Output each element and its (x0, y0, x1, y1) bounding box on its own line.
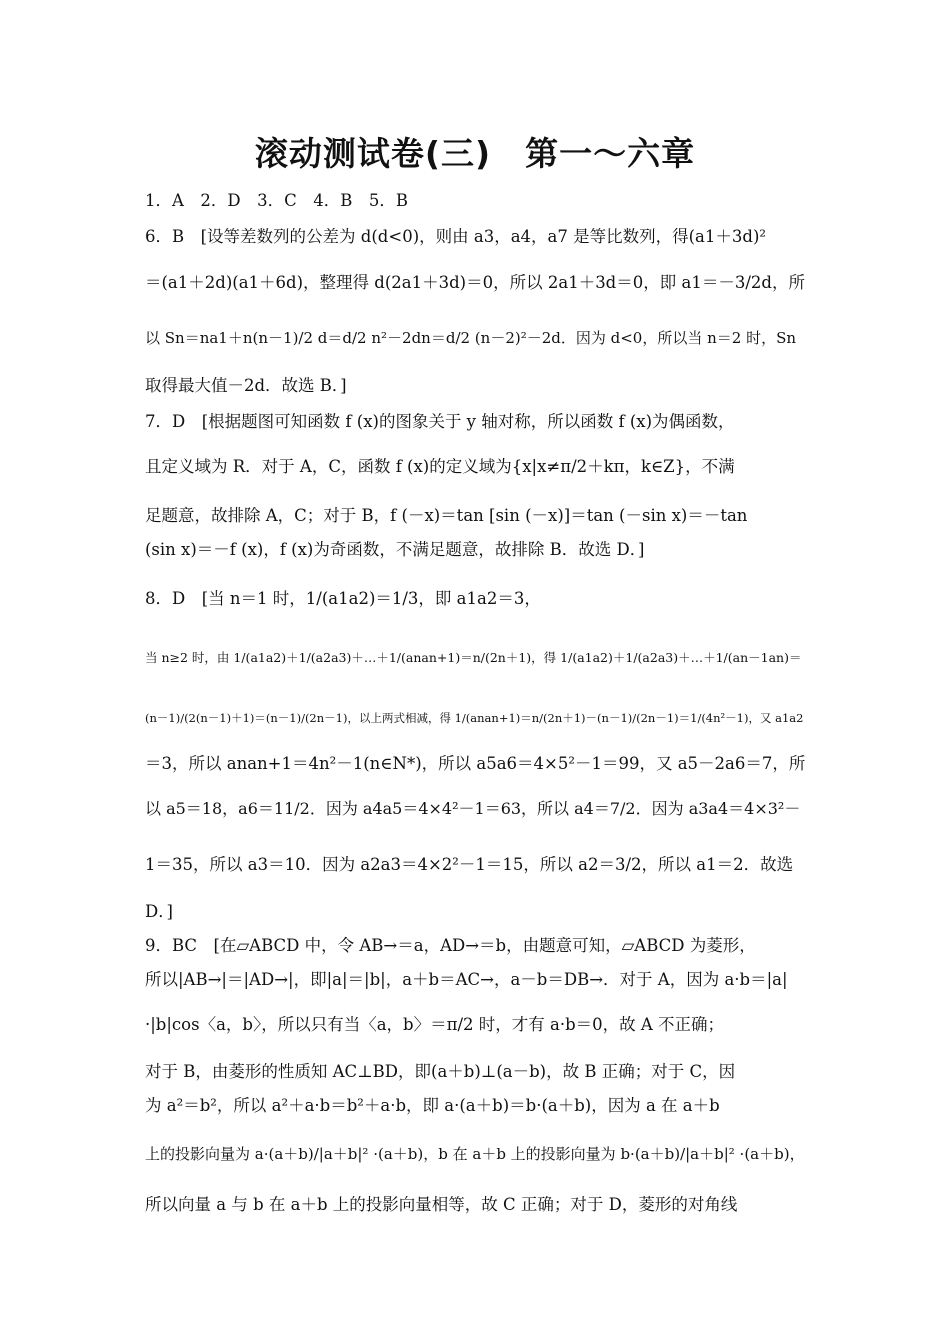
solution-9-line-4: 对于 B，由菱形的性质知 AC⊥BD，即(a＋b)⊥(a－b)，故 B 正确；对于 C，因 (145, 1062, 736, 1081)
solution-8-line-3: (n－1)/(2(n－1)＋1)＝(n－1)/(2n－1)，以上两式相减，得 1/(anan+1)＝n/(2n＋1)－(n－1)/(2n－1)＝1/(4n²－1)，又 a1a2 (145, 711, 804, 725)
solution-7-line-4: (sin x)＝－f (x)，f (x)为奇函数，不满足题意，故排除 B．故选 D．] (145, 540, 645, 559)
solution-9-line-3: ·|b|cos〈a，b〉，所以只有当〈a，b〉＝π/2 时，才有 a·b＝0，故 A 不正确； (145, 1015, 725, 1034)
solution-7-line-1: 7．D [根据题图可知函数 f (x)的图象关于 y 轴对称，所以函数 f (x)为偶函数， (145, 412, 735, 431)
solution-8-line-4: ＝3，所以 anan+1＝4n²－1(n∈N*)，所以 a5a6＝4×5²－1＝99，又 a5－2a6＝7，所 (145, 754, 806, 773)
solution-8-line-6: 1＝35，所以 a3＝10．因为 a2a3＝4×2²－1＝15，所以 a2＝3/2，所以 a1＝2．故选 (145, 855, 794, 874)
solution-9-line-6: 上的投影向量为 a·(a＋b)/|a＋b|² ·(a＋b)，b 在 a＋b 上的投影向量为 b·(a＋b)/|a＋b|² ·(a＋b)， (145, 1145, 805, 1163)
solution-8-line-2: 当 n≥2 时，由 1/(a1a2)＋1/(a2a3)＋…＋1/(anan+1)＝n/(2n＋1)，得 1/(a1a2)＋1/(a2a3)＋…＋1/(an－1an)＝ (145, 650, 802, 665)
page-title: 滚动测试卷(三) 第一～六章 (254, 134, 696, 173)
solution-7-line-2: 且定义域为 R．对于 A，C，函数 f (x)的定义域为{x|x≠π/2＋kπ，k∈Z}，不满 (145, 457, 735, 476)
solution-9-line-1: 9．BC [在▱ABCD 中，令 AB→＝a，AD→＝b，由题意可知，▱ABCD 为菱形， (145, 936, 756, 955)
solution-8-line-7: D．] (145, 902, 173, 921)
solution-6-line-4: 取得最大值－2d．故选 B．] (145, 376, 347, 395)
solution-9-line-2: 所以|AB→|＝|AD→|，即|a|＝|b|，a＋b＝AC→，a－b＝DB→．对于 A，因为 a·b＝|a| (145, 970, 788, 989)
solution-6-line-2: ＝(a1＋2d)(a1＋6d)，整理得 d(2a1＋3d)＝0，所以 2a1＋3d＝0，即 a1＝－3/2d，所 (145, 273, 805, 292)
solution-7-line-3: 足题意，故排除 A，C；对于 B，f (－x)＝tan [sin (－x)]＝tan (－sin x)＝－tan (145, 506, 748, 525)
solution-6-line-1: 6．B [设等差数列的公差为 d(d<0)，则由 a3，a4，a7 是等比数列，得(a1＋3d)² (145, 227, 767, 246)
solution-6-line-3: 以 Sn＝na1＋n(n－1)/2 d＝d/2 n²－2dn＝d/2 (n－2)²－2d．因为 d<0，所以当 n＝2 时，Sn (145, 329, 797, 347)
solution-9-line-7: 所以向量 a 与 b 在 a＋b 上的投影向量相等，故 C 正确；对于 D，菱形的对角线 (145, 1195, 738, 1214)
solution-8-line-1: 8．D [当 n＝1 时，1/(a1a2)＝1/3，即 a1a2＝3， (145, 589, 541, 608)
solution-8-line-5: 以 a5＝18，a6＝11/2．因为 a4a5＝4×4²－1＝63，所以 a4＝7/2．因为 a3a4＝4×3²－ (145, 799, 801, 818)
solution-9-line-5: 为 a²＝b²，所以 a²＋a·b＝b²＋a·b，即 a·(a＋b)＝b·(a＋b)，因为 a 在 a＋b (145, 1096, 720, 1115)
answer-line-1: 1．A 2．D 3．C 4．B 5．B (145, 191, 409, 210)
